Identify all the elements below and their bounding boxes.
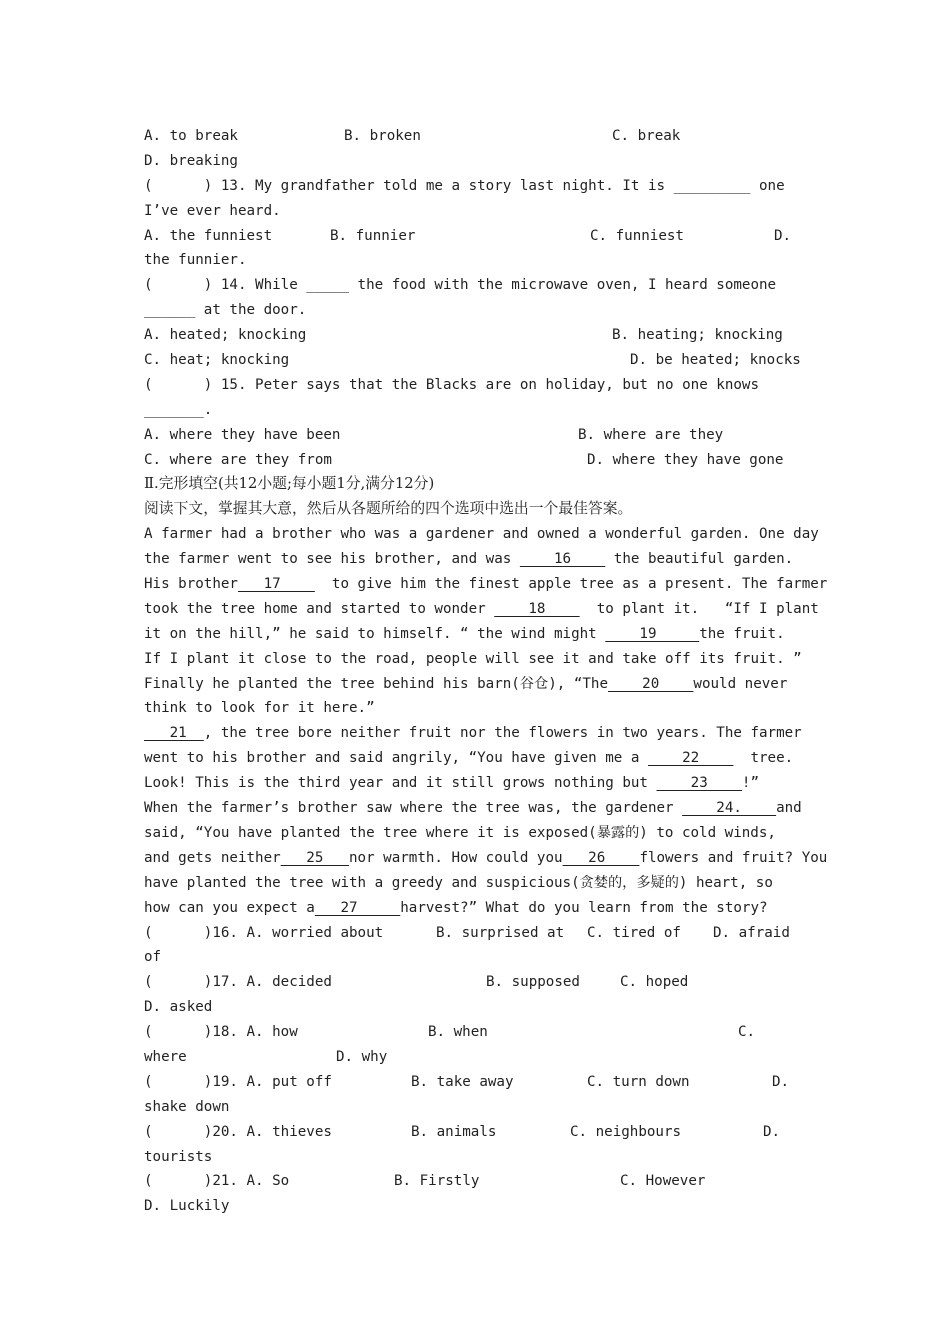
answer-blank: 20 [608,675,694,692]
text-line [144,1045,814,1070]
text-segment: the fruit. [699,625,785,642]
text-segment: tourists [144,1148,213,1165]
answer-blank: 23 [656,775,742,792]
text-line [144,1169,814,1194]
text-segment: would never [693,675,788,692]
text-segment: C. turn down [587,1073,690,1090]
text-segment: I’ve ever heard. [144,202,281,219]
text-line [144,199,814,224]
answer-blank: 17 [237,576,315,593]
text-segment: the farmer went to see his brother, and was [144,551,520,568]
text-segment: His brother [144,576,238,593]
text-line [144,124,814,149]
text-line [144,821,814,846]
text-segment: the funnier. [144,252,247,269]
text-line [144,622,814,647]
text-segment: When the farmer’s brother saw where the tree was, the gardener [144,800,683,817]
text-segment: Ⅱ.完形填空(共12小题;每小题1分,满分12分) [144,475,435,493]
text-line [144,1095,814,1120]
text-line [144,522,819,547]
text-segment: B. broken [344,128,421,144]
text-segment: _______. [144,401,213,418]
text-segment: D. why [336,1048,388,1065]
text-segment: ( ) 15. Peter says that the Blacks are on holiday, but no one knows [144,376,759,393]
text-segment: Finally he planted the tree behind his barn(谷仓), “The [144,675,608,692]
text-segment: C. where are they from [144,451,332,468]
text-line [144,224,814,249]
text-segment: C. However [620,1173,706,1190]
text-line [144,970,814,995]
answer-blank: 26 [562,849,640,866]
text-segment: D. [774,227,792,244]
text-line [144,472,814,497]
text-segment: A farmer had a brother who was a gardener and owned a wonderful garden. One day [144,526,819,543]
text-line [144,323,814,348]
text-segment: C. hoped [620,974,689,991]
text-segment: it on the hill,” he said to himself. “ the wind might [144,625,606,642]
text-line [144,547,814,572]
text-line [144,672,814,697]
text-segment: ( )19. A. put off [144,1073,332,1090]
text-line [144,921,814,946]
text-segment: A. where they have been [144,426,341,443]
text-segment: C. [738,1024,756,1041]
text-segment: D. breaking [144,152,238,169]
text-line [144,273,814,298]
text-segment: D. [763,1123,781,1140]
text-line [144,149,814,174]
text-segment: D. where they have gone [587,451,784,468]
text-line [144,871,814,896]
text-segment: said, “You have planted the tree where it is exposed(暴露的) to cold winds, [144,824,776,841]
text-segment: and gets neither [144,849,281,866]
text-line [144,348,814,373]
text-segment: D. asked [144,999,213,1016]
text-line [144,896,814,921]
text-segment: ( )16. A. worried about [144,924,384,941]
text-segment: ( )17. A. decided [144,974,332,991]
text-segment: C. heat; knocking [144,352,290,369]
text-segment: D. Luckily [144,1198,230,1215]
text-line [144,945,814,970]
answer-blank: 25 [280,849,350,866]
text-segment: and [776,800,802,817]
answer-blank: 27 [314,899,401,916]
text-line [144,572,828,597]
text-segment: 阅读下文，掌握其大意，然后从各题所给的四个选项中选出一个最佳答案。 [144,500,633,518]
text-segment: tree. [733,750,794,767]
text-line [144,1145,814,1170]
text-segment: to give him the finest apple tree as a present. The farmer [314,576,828,593]
text-line [144,248,814,273]
text-segment: think to look for it here.” [144,700,375,717]
text-segment: have planted the tree with a greedy and suspicious(贪婪的，多疑的) heart, so [144,874,773,891]
text-line [144,597,819,622]
text-segment: ( )20. A. thieves [144,1123,332,1140]
text-line [144,1070,814,1095]
text-segment: A. the funniest [144,227,273,244]
text-segment: to plant it. “If I plant [579,600,819,617]
text-segment: ( )21. A. So [144,1173,290,1190]
text-segment: !” [741,775,760,792]
text-segment: ( )18. A. how [144,1024,298,1041]
text-line [144,298,814,323]
text-segment: A. heated; knocking [144,327,307,344]
text-segment: flowers and fruit? You [639,849,828,866]
text-segment: the beautiful garden. [605,551,794,568]
text-segment: C. funniest [590,227,684,244]
text-line [144,721,814,746]
text-line [144,373,814,398]
text-segment: D. [772,1073,790,1090]
text-line [144,1020,814,1045]
text-segment: B. take away [411,1073,514,1090]
text-segment: C. neighbours [570,1123,682,1140]
text-line [144,995,814,1020]
answer-blank: 21 [144,725,204,742]
text-segment: D. afraid [713,924,790,941]
text-segment: B. when [428,1024,488,1041]
text-segment: If I plant it close to the road, people will see it and take off its fruit. ” [144,650,802,667]
text-line [144,796,814,821]
text-segment: harvest?” What do you learn from the story? [400,899,768,916]
text-segment: B. heating; knocking [612,327,783,344]
text-segment: ______ at the door. [144,302,307,319]
answer-blank: 24. [682,800,777,817]
text-segment: B. funnier [330,227,416,244]
text-segment: C. break [612,128,681,144]
text-line [144,448,814,473]
answer-blank: 22 [647,750,734,767]
text-line [144,746,814,771]
answer-blank: 18 [494,600,580,617]
text-segment: B. Firstly [394,1173,480,1190]
text-line [144,398,814,423]
text-line [144,696,814,721]
text-line [144,1194,814,1219]
answer-blank: 16 [519,551,606,568]
text-segment: ( ) 13. My grandfather told me a story last night. It is _________ one [144,177,785,194]
text-line [144,1120,814,1145]
text-segment: went to his brother and said angrily, “You have given me a [144,750,648,767]
text-segment: B. animals [411,1123,497,1140]
answer-blank: 19 [605,625,700,642]
text-segment: ( ) 14. While _____ the food with the microwave oven, I heard someone [144,277,777,294]
text-segment: shake down [144,1098,230,1115]
text-segment: B. where are they [578,426,724,443]
text-segment: A. to break [144,128,238,144]
text-segment: , the tree bore neither fruit nor the flowers in two years. The farmer [203,725,802,742]
text-segment: took the tree home and started to wonder [144,600,495,617]
text-line [144,174,814,199]
text-segment: B. surprised at [436,924,565,941]
text-line [144,423,814,448]
text-line [144,846,828,871]
text-segment: of [144,949,162,966]
text-segment: Look! This is the third year and it still grows nothing but [144,775,657,792]
text-segment: B. supposed [486,974,580,991]
text-segment: C. tired of [587,924,681,941]
text-line [144,497,814,522]
text-segment: D. be heated; knocks [630,352,801,369]
text-line [144,647,814,672]
text-segment: nor warmth. How could you [349,849,563,866]
document-page [144,124,828,1219]
text-segment: where [144,1048,187,1065]
text-line [144,771,814,796]
text-segment: how can you expect a [144,899,315,916]
